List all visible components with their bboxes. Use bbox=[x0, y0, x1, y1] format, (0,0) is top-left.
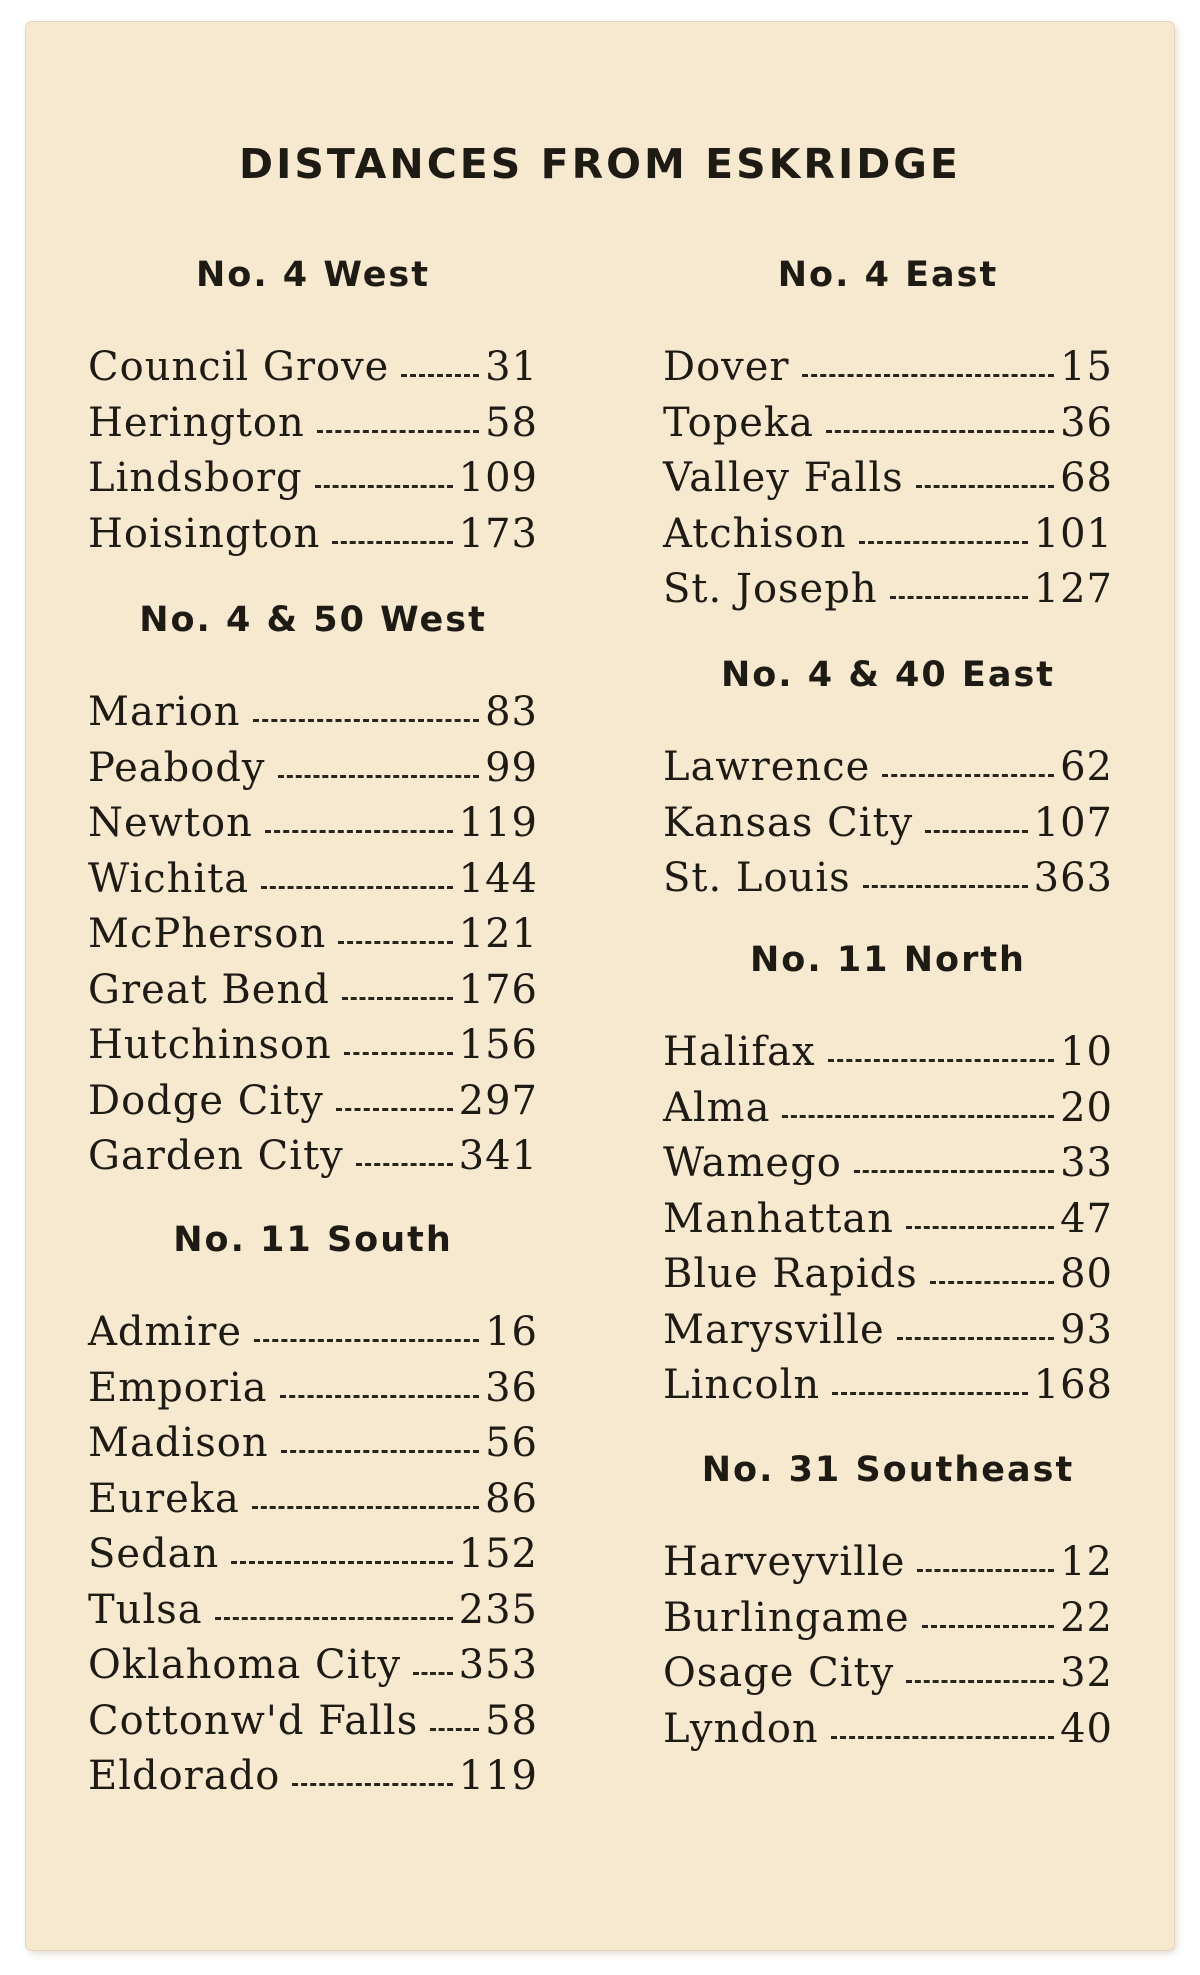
dotted-leader bbox=[859, 541, 1028, 544]
distance-row bbox=[663, 1081, 1113, 1137]
section-heading: No. 31 Southeast bbox=[701, 1450, 1075, 1490]
city-name: Oklahoma City bbox=[88, 1642, 402, 1688]
distance-row bbox=[88, 907, 538, 963]
distance-value: 152 bbox=[458, 1531, 538, 1577]
distance-row bbox=[88, 340, 538, 396]
distance-value: 62 bbox=[1060, 744, 1113, 790]
distance-row bbox=[88, 1583, 538, 1639]
dotted-leader bbox=[338, 941, 452, 944]
distance-value: 93 bbox=[1060, 1306, 1113, 1353]
dotted-leader bbox=[280, 1395, 480, 1398]
entry-list bbox=[663, 1535, 1113, 1757]
dotted-leader bbox=[292, 1783, 452, 1786]
distance-row bbox=[663, 340, 1113, 396]
city-name: McPherson bbox=[88, 911, 327, 957]
distance-row bbox=[88, 1749, 538, 1805]
section-heading: No. 11 North bbox=[750, 940, 1026, 980]
city-name: Great Bend bbox=[88, 966, 330, 1013]
entry-list bbox=[88, 1305, 538, 1805]
dotted-leader bbox=[826, 430, 1054, 433]
distance-row bbox=[663, 1358, 1113, 1414]
city-name: Admire bbox=[88, 1309, 243, 1355]
dotted-leader bbox=[253, 719, 480, 722]
dotted-leader bbox=[922, 1625, 1054, 1628]
distance-row bbox=[663, 1192, 1113, 1248]
distance-value: 173 bbox=[458, 510, 538, 557]
dotted-leader bbox=[261, 886, 453, 889]
distance-value: 31 bbox=[485, 344, 538, 390]
dotted-leader bbox=[832, 1392, 1027, 1395]
dotted-leader bbox=[882, 774, 1054, 777]
city-name: Marion bbox=[88, 689, 241, 735]
dotted-leader bbox=[802, 374, 1055, 377]
distance-value: 58 bbox=[485, 1697, 538, 1744]
dotted-leader bbox=[281, 1450, 480, 1453]
distance-row bbox=[88, 507, 538, 563]
city-name: Burlingame bbox=[663, 1594, 910, 1641]
dotted-leader bbox=[917, 1569, 1054, 1572]
distance-row bbox=[88, 1074, 538, 1130]
distance-value: 40 bbox=[1060, 1705, 1113, 1752]
distance-row bbox=[663, 507, 1113, 563]
distance-value: 10 bbox=[1060, 1029, 1113, 1075]
dotted-leader bbox=[430, 1728, 479, 1731]
city-name: Harveyville bbox=[663, 1539, 906, 1585]
distance-row bbox=[88, 1305, 538, 1361]
city-name: Dover bbox=[663, 344, 790, 390]
distance-row bbox=[88, 963, 538, 1019]
distance-value: 86 bbox=[485, 1475, 538, 1522]
city-name: Cottonw'd Falls bbox=[88, 1697, 419, 1744]
dotted-leader bbox=[897, 1337, 1054, 1340]
distance-value: 68 bbox=[1060, 455, 1113, 501]
distance-row bbox=[663, 562, 1113, 618]
distance-value: 56 bbox=[485, 1420, 538, 1466]
city-name: Lawrence bbox=[663, 744, 871, 790]
city-name: Halifax bbox=[663, 1029, 816, 1075]
distance-value: 36 bbox=[485, 1364, 538, 1411]
distance-value: 353 bbox=[458, 1642, 538, 1688]
dotted-leader bbox=[854, 1170, 1054, 1173]
distance-row bbox=[663, 1646, 1113, 1702]
distance-value: 58 bbox=[485, 399, 538, 446]
page-title: DISTANCES FROM ESKRIDGE bbox=[239, 140, 961, 188]
distance-row bbox=[88, 1694, 538, 1750]
entry-list bbox=[663, 740, 1113, 907]
city-name: Marysville bbox=[663, 1306, 885, 1353]
city-name: Peabody bbox=[88, 744, 266, 791]
section-no-11-north bbox=[663, 935, 1113, 1414]
city-name: Hutchinson bbox=[88, 1022, 332, 1068]
dotted-leader bbox=[252, 1506, 479, 1509]
dotted-leader bbox=[215, 1617, 453, 1620]
city-name: Topeka bbox=[663, 399, 815, 446]
dotted-leader bbox=[336, 1108, 453, 1111]
distance-value: 36 bbox=[1060, 399, 1113, 446]
distance-value: 15 bbox=[1060, 344, 1113, 390]
dotted-leader bbox=[332, 541, 452, 544]
city-name: Tulsa bbox=[88, 1586, 203, 1633]
city-name: Valley Falls bbox=[663, 455, 904, 501]
dotted-leader bbox=[315, 485, 453, 488]
distance-row bbox=[88, 1416, 538, 1472]
distance-value: 12 bbox=[1060, 1539, 1113, 1585]
distance-row bbox=[88, 852, 538, 908]
dotted-leader bbox=[317, 430, 479, 433]
section-no-4-east bbox=[663, 250, 1113, 618]
dotted-leader bbox=[265, 830, 453, 833]
distance-value: 80 bbox=[1060, 1251, 1113, 1297]
section-no-31-southeast bbox=[663, 1445, 1113, 1757]
distance-value: 127 bbox=[1033, 566, 1113, 612]
distance-value: 107 bbox=[1033, 799, 1113, 846]
dotted-leader bbox=[828, 1059, 1055, 1062]
dotted-leader bbox=[916, 485, 1054, 488]
section-heading: No. 4 & 40 East bbox=[720, 655, 1056, 695]
distance-value: 101 bbox=[1033, 510, 1113, 557]
city-name: Lindsborg bbox=[88, 455, 303, 501]
city-name: Madison bbox=[88, 1420, 269, 1466]
distance-row bbox=[88, 1018, 538, 1074]
dotted-leader bbox=[863, 885, 1028, 888]
distance-value: 119 bbox=[458, 800, 538, 846]
distance-row bbox=[88, 741, 538, 797]
distance-row bbox=[663, 451, 1113, 507]
dotted-leader bbox=[231, 1561, 452, 1564]
distance-value: 22 bbox=[1060, 1594, 1113, 1641]
city-name: Council Grove bbox=[88, 344, 390, 390]
entry-list bbox=[88, 685, 538, 1185]
distance-row bbox=[663, 396, 1113, 452]
dotted-leader bbox=[930, 1281, 1054, 1284]
distance-row bbox=[663, 796, 1113, 852]
distance-value: 176 bbox=[458, 966, 538, 1013]
dotted-leader bbox=[278, 775, 480, 778]
section-heading: No. 4 & 50 West bbox=[139, 600, 487, 640]
dotted-leader bbox=[906, 1680, 1054, 1683]
section-no-4-40-east bbox=[663, 650, 1113, 907]
distance-value: 144 bbox=[458, 855, 538, 902]
dotted-leader bbox=[344, 1052, 453, 1055]
distance-value: 83 bbox=[485, 689, 538, 735]
dotted-leader bbox=[906, 1226, 1054, 1229]
city-name: Lincoln bbox=[663, 1362, 821, 1408]
distance-row bbox=[663, 1247, 1113, 1303]
city-name: Herington bbox=[88, 399, 305, 446]
distance-row bbox=[663, 1136, 1113, 1192]
city-name: Osage City bbox=[663, 1650, 895, 1696]
distance-row bbox=[88, 1129, 538, 1185]
dotted-leader bbox=[925, 830, 1027, 833]
distance-value: 363 bbox=[1033, 855, 1113, 901]
distance-row bbox=[88, 1527, 538, 1583]
city-name: Dodge City bbox=[88, 1077, 324, 1124]
distance-row bbox=[663, 1535, 1113, 1591]
city-name: Lyndon bbox=[663, 1705, 819, 1752]
distance-value: 99 bbox=[485, 744, 538, 791]
distance-value: 119 bbox=[458, 1753, 538, 1799]
city-name: Eldorado bbox=[88, 1753, 281, 1799]
city-name: Kansas City bbox=[663, 799, 914, 846]
distance-row bbox=[663, 1702, 1113, 1758]
city-name: Hoisington bbox=[88, 510, 321, 557]
city-name: Manhattan bbox=[663, 1195, 894, 1242]
dotted-leader bbox=[890, 596, 1028, 599]
distance-value: 33 bbox=[1060, 1140, 1113, 1186]
dotted-leader bbox=[356, 1163, 453, 1166]
distance-row bbox=[88, 1361, 538, 1417]
dotted-leader bbox=[342, 997, 453, 1000]
distance-row bbox=[88, 451, 538, 507]
city-name: Newton bbox=[88, 800, 253, 846]
entry-list bbox=[663, 340, 1113, 618]
section-no-11-south bbox=[88, 1215, 538, 1805]
dotted-leader bbox=[782, 1115, 1054, 1118]
section-heading: No. 4 East bbox=[777, 255, 999, 295]
dotted-leader bbox=[254, 1339, 479, 1342]
city-name: St. Joseph bbox=[663, 566, 878, 612]
distance-value: 156 bbox=[458, 1022, 538, 1068]
city-name: Eureka bbox=[88, 1475, 240, 1522]
dotted-leader bbox=[831, 1736, 1054, 1739]
distance-row bbox=[663, 851, 1113, 907]
entry-list bbox=[663, 1025, 1113, 1414]
distance-row bbox=[88, 396, 538, 452]
distance-row bbox=[663, 1303, 1113, 1359]
city-name: Emporia bbox=[88, 1364, 268, 1411]
city-name: Sedan bbox=[88, 1531, 220, 1577]
city-name: Wichita bbox=[88, 855, 250, 902]
section-no-4-west bbox=[88, 250, 538, 562]
distance-value: 121 bbox=[458, 911, 538, 957]
distance-value: 235 bbox=[458, 1586, 538, 1633]
distance-value: 109 bbox=[458, 455, 538, 501]
distance-row bbox=[663, 1025, 1113, 1081]
distance-row bbox=[88, 685, 538, 741]
distance-value: 297 bbox=[458, 1077, 538, 1124]
distance-value: 20 bbox=[1060, 1084, 1113, 1131]
distance-value: 47 bbox=[1060, 1195, 1113, 1242]
city-name: Alma bbox=[663, 1084, 771, 1131]
dotted-leader bbox=[401, 374, 479, 377]
distance-value: 168 bbox=[1033, 1362, 1113, 1408]
section-heading: No. 4 West bbox=[195, 255, 431, 295]
dotted-leader bbox=[413, 1672, 453, 1675]
distance-row bbox=[88, 1638, 538, 1694]
city-name: Atchison bbox=[663, 510, 847, 557]
city-name: Blue Rapids bbox=[663, 1251, 918, 1297]
section-heading: No. 11 South bbox=[173, 1220, 453, 1260]
distance-row bbox=[88, 1472, 538, 1528]
distance-row bbox=[663, 1591, 1113, 1647]
section-no-4-50-west bbox=[88, 595, 538, 1185]
distance-value: 32 bbox=[1060, 1650, 1113, 1696]
distance-value: 341 bbox=[458, 1133, 538, 1179]
distance-row bbox=[663, 740, 1113, 796]
distance-row bbox=[88, 796, 538, 852]
city-name: Wamego bbox=[663, 1140, 842, 1186]
distance-value: 16 bbox=[485, 1309, 538, 1355]
city-name: Garden City bbox=[88, 1133, 344, 1179]
entry-list bbox=[88, 340, 538, 562]
city-name: St. Louis bbox=[663, 855, 851, 901]
